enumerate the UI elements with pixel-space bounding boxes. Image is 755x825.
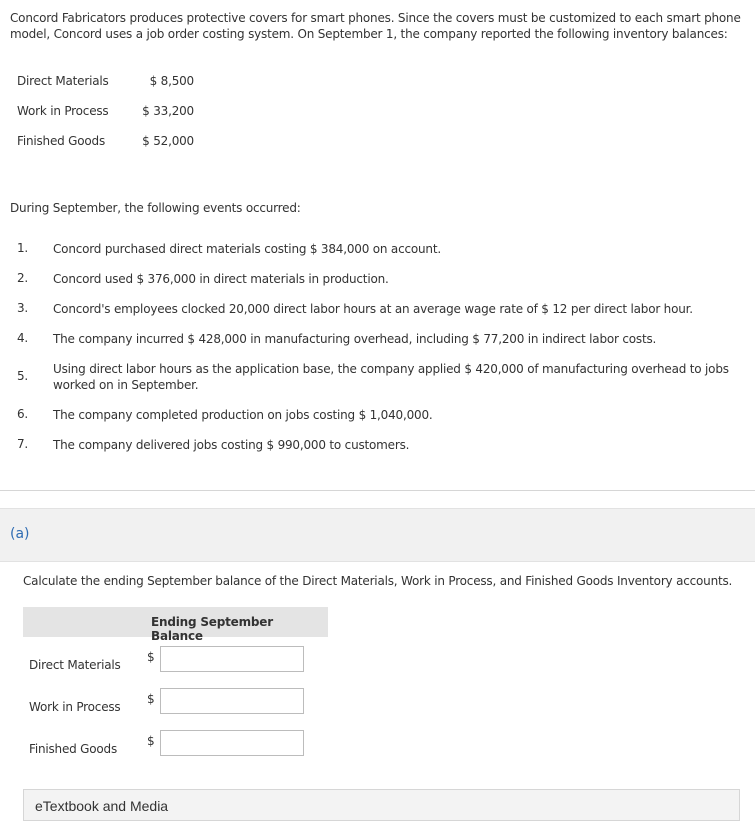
part-label: (a) <box>10 526 30 542</box>
events-intro: During September, the following events occurred: <box>10 201 301 215</box>
dollar-sign: $ <box>147 692 155 706</box>
direct-materials-ending-balance-input[interactable] <box>160 646 304 672</box>
event-text: The company incurred $ 428,000 in manufacturing overhead, including $ 77,200 in indirect labor costs. <box>53 332 657 346</box>
event-text: The company completed production on jobs costing $ 1,040,000. <box>53 408 433 422</box>
balance-row <box>17 126 194 156</box>
answer-row-finished-goods <box>23 730 343 756</box>
dollar-sign: $ <box>147 734 155 748</box>
answer-row-work-in-process <box>23 688 343 714</box>
answer-row-direct-materials <box>23 646 343 672</box>
event-text: Concord's employees clocked 20,000 direct labor hours at an average wage rate of $ 12 per direct labor hour. <box>53 302 693 316</box>
event-number: 3. <box>17 301 29 315</box>
event-number: 1. <box>17 241 29 255</box>
balance-label: Finished Goods <box>17 134 106 148</box>
part-a-instruction: Calculate the ending September balance of the Direct Materials, Work in Process, and Finished Goods Inventory accounts. <box>23 574 733 588</box>
event-text: Using direct labor hours as the application base, the company applied $ 420,000 of manufacturing overhead to jobs worked on in September. <box>53 362 729 392</box>
problem-intro: Concord Fabricators produces protective covers for smart phones. Since the covers must be customized to each smart phone model, Concord uses a job order costing system. On September 1, the company reported the following inventory balances: <box>10 11 741 41</box>
column-header-label: Ending September Balance <box>151 615 273 643</box>
answer-row-label: Work in Process <box>29 700 121 714</box>
balance-value: $ 33,200 <box>142 104 194 118</box>
event-number: 2. <box>17 271 29 285</box>
part-a-header <box>0 508 755 562</box>
answer-row-label: Direct Materials <box>29 658 121 672</box>
event-number: 6. <box>17 407 29 421</box>
answer-row-label: Finished Goods <box>29 742 118 756</box>
finished-goods-ending-balance-input[interactable] <box>160 730 304 756</box>
balance-value: $ 52,000 <box>142 134 194 148</box>
balance-label: Direct Materials <box>17 74 109 88</box>
event-text: Concord used $ 376,000 in direct materials in production. <box>53 272 389 286</box>
event-number: 7. <box>17 437 29 451</box>
event-text: The company delivered jobs costing $ 990,000 to customers. <box>53 438 410 452</box>
work-in-process-ending-balance-input[interactable] <box>160 688 304 714</box>
balance-value: $ 8,500 <box>149 74 194 88</box>
balance-row <box>17 66 194 96</box>
etextbook-and-media-button[interactable] <box>23 789 740 821</box>
etextbook-label: eTextbook and Media <box>35 798 169 814</box>
beginning-balances-table <box>17 66 194 156</box>
balance-label: Work in Process <box>17 104 109 118</box>
ending-balance-column-header <box>23 607 328 643</box>
dollar-sign: $ <box>147 650 155 664</box>
event-text: Concord purchased direct materials costing $ 384,000 on account. <box>53 242 441 256</box>
event-number: 5. <box>17 369 29 383</box>
section-divider <box>0 490 755 491</box>
balance-row <box>17 96 194 126</box>
event-number: 4. <box>17 331 29 345</box>
